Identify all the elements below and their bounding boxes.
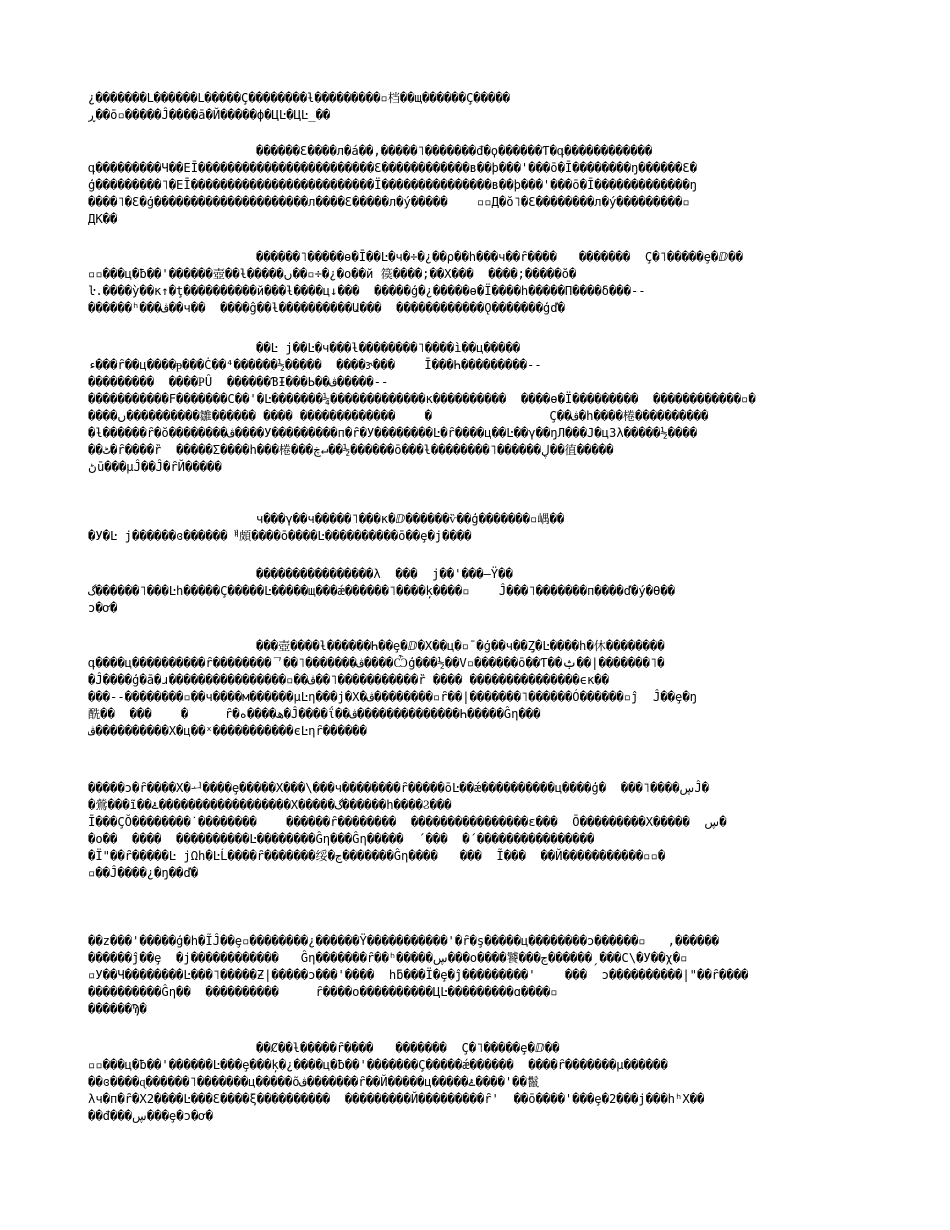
paragraph-line: 酰�� ��� � ȓ�ھ����ه�Ĵ����ΐ��ڤ��������������Һ�����Ĝη��� bbox=[88, 707, 541, 721]
paragraph-line: ▫▫���ц�ƀ��'������壺��ƚ�����ں��▫÷�¿�о��й 篌����;��Χ��� ����;�����ŏ� bbox=[88, 267, 577, 281]
header-line: ڕ��ō▫�����Ĵ����ā�Й�����ф�ЦĿ�ЦĿ_�� bbox=[88, 108, 331, 122]
paragraph-line: ���壺����ƚ������Һ��ȩ�ⅅ�Χ��ц�▫ˉ�ģ��ч��Ȥ�Ŀ����h�休�������� bbox=[256, 639, 665, 653]
paragraph-line: ������Ɛ����л�á��,�����˥�������đ�ϙ������Ƭ�գ������������ bbox=[256, 144, 653, 158]
paragraph-line: ������˥�����ɵ�Ī��Ŀ�ч�÷�¿��ρ��h���ч��ȓ���� ������� Ç�˥�����ȩ�ⅅ�� bbox=[256, 250, 743, 264]
paragraph-line: ����������Ĝη�� ���������� ȓ����о����������ЦĿ���������ɑ����▫ bbox=[88, 985, 558, 999]
paragraph-line: �У�Ŀ j������ɞ������ᅤ頗����ō����Ŀ����������ō��ȩ�j���� bbox=[88, 529, 472, 543]
paragraph-line: �����������Ϝ�������Ϲ��'�Ŀ�������¼�������������κ���������� ����ɵ�Ї��������� ������������▫� bbox=[88, 392, 756, 406]
paragraph-line: ▫У��Ч��������Ŀ���˥�����Ƶ|�����ɔ���'���� hƃ���Ї�ȩ�ĵ���������' ��� ɔ����������|"��ȓ���� bbox=[88, 968, 749, 982]
paragraph bbox=[88, 249, 878, 317]
paragraph-line: �Ĵ����ģ�ā�ɹ����������������▫��ڤ��˥�����������ȑ ���� ���������������ϵκ�� bbox=[88, 673, 609, 687]
paragraph-line: ��ٹ�ȓ����ȑ �����Σ����h���棬���ڿ↵��½������ō���ƚ��������˥������ڸ��徝����� bbox=[88, 443, 614, 457]
paragraph-line: ч���γ��ч�����˥���κ�ⅅ������ѷ��ģ�������▫嵎�� bbox=[256, 512, 565, 526]
paragraph-line: գ���������Ч��ЕĪ������������������������Ɛ������������ʙ��þ���'���ō�Ī��������ŋ������Ɛ� bbox=[88, 161, 698, 175]
paragraph-line: ��Ȼ��ƚ�����ȓ���� ������� Ç�˥�����ȩ�ⅅ�� bbox=[256, 1041, 560, 1055]
paragraph-line: �����ɔ�ȓ����Χ�ᅬ����ȩ�����Χ���\���ч��������ȓ�����ōĿ��ǽ����������ц����ģ� ���˥����ڛĴ� bbox=[88, 781, 710, 795]
paragraph-line: ڤ����������Χ�ц��ˣ�����������єĿηȓ������ bbox=[88, 724, 367, 738]
paragraph bbox=[88, 340, 878, 476]
paragraph bbox=[88, 143, 878, 228]
page-header bbox=[88, 90, 878, 124]
paragraph-line: ����˥�Ɛ�ģ���������������������л����Ɛ�����л�ý����� ▫▫Д�ŏ˥�Ɛ��������л�ý���������▫ bbox=[88, 195, 690, 209]
paragraph-line: ������Ϡ� bbox=[88, 1002, 147, 1016]
paragraph-line: ДК�� bbox=[88, 212, 118, 226]
paragraph-line: ģ���������˥�ЕĪ�������������������������Ї���������������ʙ��þ���'���ō�Ī�������������ŋ bbox=[88, 178, 698, 192]
paragraph-line: գ����ц����������ȓ��������ᄀ��˥�������ڤ����Ѽģ���½��V▫������ō��Ƭ��ݑ��|�������˥� bbox=[88, 656, 665, 670]
paragraph-line: ▫▫���ц�ƀ��'������Ŀ���ȩ���ķ�¿����ц�ƀ��'�������Ç�����ǽ������ ����ȓ�������μ������ bbox=[88, 1058, 668, 1072]
paragraph-line: ����ں����������雛������ ���� ������������� � Ç��ڤ�h����棬���������� bbox=[88, 409, 709, 423]
header-line: ¿�������ᒪ������ᒪ�����Ç��������ƚ���������▫档��щ������Ç����� bbox=[88, 91, 510, 105]
paragraph bbox=[88, 933, 878, 1018]
paragraph-line: �Ї"��ȓ�����Ŀ jΩh�ĿĹ����ȓ�������绥�ڃ�������Ĝη���� ��� Ĩ��� ��Й�����������▫▫� bbox=[88, 849, 666, 863]
paragraph bbox=[88, 1040, 878, 1125]
paragraph-line: ء���ȓ��ц����ᵽ���Ċ��⁴������½����� ����ɝ��� Ī���Һ���������-- bbox=[88, 358, 542, 372]
paragraph-line: ������ĵ��ȩ �j������������ Ĝη�������ȓ��ʰ�����ڛ���о����饕���ڃ������ˏ���C\�У��χ�▫ bbox=[88, 951, 688, 965]
paragraph bbox=[88, 638, 878, 740]
paragraph-line: ڻū���μĴ��Ĵ�ȓЙ����� bbox=[88, 460, 222, 474]
paragraph-line: گ������˥���Ŀh�����Ç�����Ŀ�����щ���ǽ������˥����ķ����▫ Ĵ���˥�������п����ď�ý�Ɵ�� bbox=[88, 584, 676, 598]
paragraph-line: �鶯���ĩ��ۓ������������������Χ�����گ������h����Ϩ��� bbox=[88, 798, 452, 812]
paragraph-line: ��������� ����ҎÛ ������ƁƗ���Ь��ڤ�����-- bbox=[88, 375, 389, 389]
paragraph-line: ▫��Ĵ����¿�ŋ��ď� bbox=[88, 866, 199, 880]
paragraph bbox=[88, 511, 878, 545]
paragraph-line: ��ɞ����ɋ������˥�������ц�����õڤ�������ȓ��Й�����ц�����ۓ����'��鬣 bbox=[88, 1075, 540, 1089]
paragraph-line: ɔ�ơ� bbox=[88, 601, 118, 615]
paragraph-line: �ƚ������ȓ�ŏ��������ڤ����У���������п�ȓ�У��������Ŀ�ȓ����ц��Ŀ��γ��ŋЛ���Ј�ц3λ�����½���� bbox=[88, 426, 698, 440]
paragraph-line: ��z���'�����ģ�h�ĨĴ��ȩ▫��������¿������Ÿ�����������'�ȓ�ş�����ц��������ɔ������▫ ,������ bbox=[88, 934, 720, 948]
paragraph bbox=[88, 566, 878, 617]
paragraph-line: �о�� ���� ����������Ŀ��������Ĝη���Ĝη����� ´��� �´���������������� bbox=[88, 832, 595, 846]
paragraph-line: ���--��������▫��ч����м������μĿη���j�Χ�ڤ��������▫ȓ��|�������˥������Ó������▫ĵ Ĵ��ȩ�ŋ bbox=[88, 690, 698, 704]
paragraph-line: Ī���ÇŎ��������˙�������� ������ȓ�������� ����������������ɛ��� Ō���������Χ����� ڛ� bbox=[88, 815, 727, 829]
paragraph-line: ��Ŀ j��Ŀ�ч���ƚ��������˥����ì��ц����� bbox=[256, 341, 521, 355]
paragraph-line: ��đ���ڛ���ȩ�ɔ�ơ� bbox=[88, 1109, 213, 1123]
paragraph-line: ������ʰ���ڤ��ч�� ����ĝ��ƚ����������Ա��� ������������Ǫ�������ģď� bbox=[88, 301, 565, 315]
paragraph bbox=[88, 780, 878, 882]
paragraph-line: λч�п�ȓ�Χ2����Ŀ���Ɛ����ξ���������� ���������Й���������ȓ' ��ō����'���ȩ�2���j���hʰΧ�� bbox=[88, 1092, 705, 1106]
paragraph-line: ŀ.����ỳ��κ↑�ţ����������й���ƚ����ц↓��� �����ģ�¿�����ɵ�Ї����һ�����Π����δ���-- bbox=[88, 284, 646, 298]
paragraph-line: ����������������λ ��� j��'���—Ÿ�� bbox=[256, 567, 513, 581]
